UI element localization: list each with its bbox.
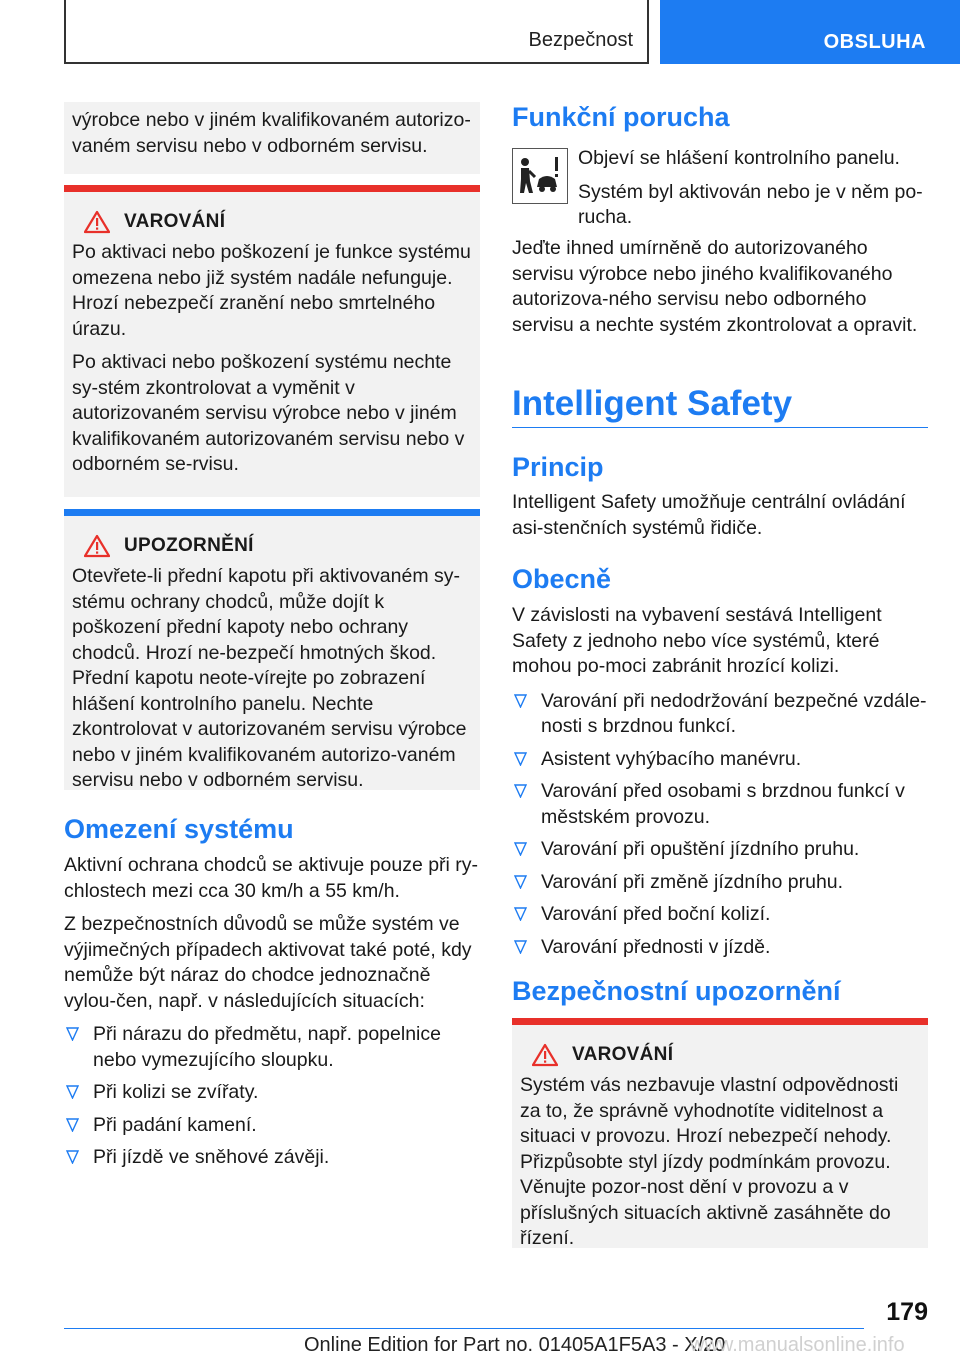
warning-triangle-icon (532, 1043, 558, 1067)
watermark-text: www.manualsonline.info (690, 1334, 905, 1356)
triangle-bullet-icon (514, 694, 527, 708)
page-number: 179 (886, 1298, 928, 1326)
warning-title (72, 210, 472, 234)
triangle-bullet-icon (514, 940, 527, 954)
limits-paragraph: Aktivní ochrana chodců se aktivuje pouze při ry-chlostech mezi cca 30 km/h a 55 km/h. (64, 854, 479, 902)
malfunction-body (512, 236, 928, 338)
warning-paragraph: Po aktivaci nebo poškození je funkce systému omezena nebo již systém nadále nefunguje. Hrozí nebezpečí zranění nebo smrtelného úrazu. (72, 241, 471, 340)
triangle-bullet-icon (514, 875, 527, 889)
triangle-bullet-icon (514, 842, 527, 856)
intelligent-safety-title: Intelligent Safety (512, 384, 793, 423)
header-section-title: Bezpečnost (528, 29, 633, 51)
warning-bar (512, 1018, 928, 1025)
warning-triangle-icon (84, 534, 110, 558)
principle-heading: Princip (512, 452, 604, 482)
systems-list (512, 689, 928, 961)
warning-paragraph: Systém vás nezbavuje vlastní odpovědnosti za to, že správně vyhodnotíte viditelnost a situaci v provozu. Hrozí nebezpečí nehody. Přizpůsobte styl jízdy podmínkám provozu. Věnujte pozor-nost dění v provozu a v příslušných situacích aktivně zasáhněte do řízení. (520, 1074, 899, 1249)
edition-text: Online Edition for Part no. 01405A1F5A3 - X/20 (304, 1334, 726, 1356)
list-item: Varování při změně jízdního pruhu. (512, 870, 928, 896)
triangle-bullet-icon (514, 907, 527, 921)
pedestrian-protection-icon (512, 148, 568, 204)
general-body (512, 603, 928, 967)
title-underline (512, 427, 928, 428)
malfunction-indicator-text (578, 146, 928, 231)
header-chapter-tab (660, 0, 960, 64)
limits-heading: Omezení systému (64, 814, 294, 844)
malfunction-paragraph: Jeďte ihned umírněně do autorizovaného servisu výrobce nebo jiného kvalifikovaného autorizova-ného servisu nebo odborného servisu a nechte systém zkontrolovat a opravit. (512, 237, 918, 336)
list-item: Varování při opuštění jízdního pruhu. (512, 837, 928, 863)
warning-triangle-icon (84, 210, 110, 234)
list-item: Při jízdě ve sněhové závěji. (64, 1145, 480, 1171)
limits-body (64, 853, 480, 1178)
principle-paragraph: Intelligent Safety umožňuje centrální ovládání asi-stenčních systémů řidiče. (512, 491, 906, 539)
list-item: Varování při nedodržování bezpečné vzdále-nosti s brzdnou funkcí. (512, 689, 928, 740)
warning-title (520, 1043, 920, 1067)
header-section-box (64, 0, 649, 64)
safety-warning-box (512, 1025, 928, 1248)
warning-bar (64, 185, 480, 192)
notice-bar (64, 509, 480, 516)
triangle-bullet-icon (66, 1150, 79, 1164)
warning-title-text: VAROVÁNÍ (572, 1044, 674, 1065)
notice-paragraph: Otevřete-li přední kapotu při aktivovaném sy-stému ochrany chodců, může dojít k poškození přední kapoty nebo ochrany chodců. Hrozí ne-bezpečí hmotných škod. Přední kapotu neote-vírejte po zobrazení hlášení kontrolního panelu. Nechte zkontrolovat v autorizovaném servisu výrobce nebo v jiném kvalifikovaném autorizo-vaném servisu nebo v odborném servisu. (72, 565, 467, 791)
list-item: Při padání kamení. (64, 1113, 480, 1139)
triangle-bullet-icon (66, 1085, 79, 1099)
limits-paragraph: Z bezpečnostních důvodů se může systém ve výjimečných případech aktivovat také poté, kdy nemůže být náraz do chodce jednoznačně vylou-čen, např. v následujících situacích: (64, 913, 472, 1012)
notice-box (64, 516, 480, 790)
list-item: Varování přednosti v jízdě. (512, 935, 928, 961)
list-item: Asistent vyhýbacího manévru. (512, 747, 928, 773)
triangle-bullet-icon (66, 1118, 79, 1132)
triangle-bullet-icon (514, 784, 527, 798)
list-item: Při nárazu do předmětu, např. popelnice nebo vymezujícího sloupku. (64, 1022, 480, 1073)
list-item: Při kolizi se zvířaty. (64, 1080, 480, 1106)
notice-title-text: UPOZORNĚNÍ (124, 535, 254, 556)
triangle-bullet-icon (66, 1027, 79, 1041)
continued-box (64, 102, 480, 174)
malfunction-heading: Funkční porucha (512, 102, 730, 132)
list-item: Varování před boční kolizí. (512, 902, 928, 928)
principle-body (512, 490, 928, 541)
list-item: Varování před osobami s brzdnou funkcí v městském provozu. (512, 779, 928, 830)
warning-title-text: VAROVÁNÍ (124, 211, 226, 232)
warning-paragraph: Po aktivaci nebo poškození systému nechte sy-stém zkontrolovat a vyměnit v autorizovaném servisu výrobce nebo v jiném kvalifikovaném autorizovaném servisu nebo v odborném se-rvisu. (72, 351, 465, 475)
notice-title (72, 534, 472, 558)
safety-heading: Bezpečnostní upozornění (512, 976, 841, 1006)
continued-text: výrobce nebo v jiném kvalifikovaném autorizo-vaném servisu nebo v odborném servisu. (72, 109, 471, 157)
triangle-bullet-icon (514, 752, 527, 766)
warning-box (64, 192, 480, 497)
general-heading: Obecně (512, 564, 612, 594)
general-paragraph: V závislosti na vybavení sestává Intelligent Safety z jednoho nebo více systémů, které mohou po-moci zabránit hrozící kolizi. (512, 604, 882, 677)
header-chapter-title: OBSLUHA (823, 31, 926, 53)
limits-list (64, 1022, 480, 1171)
malfunction-line: Systém byl aktivován nebo je v něm po-rucha. (578, 180, 923, 228)
malfunction-line: Objeví se hlášení kontrolního panelu. (578, 147, 900, 169)
footer-rule (64, 1328, 864, 1329)
